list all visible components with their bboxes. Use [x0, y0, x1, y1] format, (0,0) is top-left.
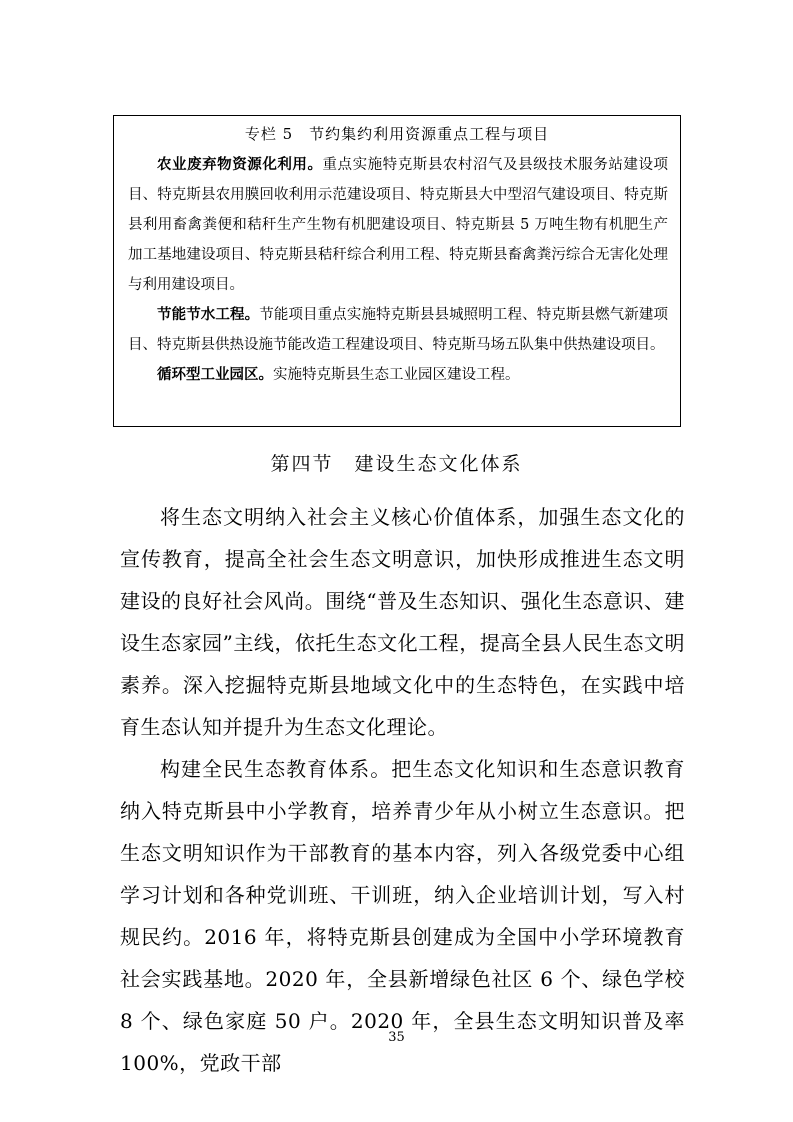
page-number: 35 — [388, 1030, 405, 1045]
paragraph: 将生态文明纳入社会主义核心价值体系，加强生态文化的宣传教育，提高全社会生态文明意识，加快形成推进生态文明建设的良好社会风尚。围绕“普及生态知识、强化生态意识、建设生态家园”主线，依托生态文化工程，提高全县人民生态文明素养。深入挖掘特克斯县地域文化中的生态特色，在实践中培育生态认知并提升为生态文化理论。 — [120, 505, 685, 739]
box-item-lead: 农业废弃物资源化利用。 — [157, 156, 323, 173]
box-item-text: 重点实施特克斯县农村沼气及县级技术服务站建设项目、特克斯县农用膜回收利用示范建设项目、特克斯县大中型沼气建设项目、特克斯县利用畜禽粪便和秸秆生产生物有机肥建设项目、特克斯县 5 万吨生物有机肥生产加工基地建设项目、特克斯县秸秆综合利用工程、特克斯县畜禽粪污综合无害化处理与利用建设项目。 — [128, 157, 668, 293]
sidebar-box-column-5 — [113, 115, 681, 427]
box-title: 专栏 5 节约集约利用资源重点工程与项目 — [244, 125, 550, 143]
box-item — [128, 300, 668, 360]
paragraph: 构建全民生态教育体系。把生态文化知识和生态意识教育纳入特克斯县中小学教育，培养青少年从小树立生态意识。把生态文明知识作为干部教育的基本内容，列入各级党委中心组学习计划和各种党训班、干训班，纳入企业培训计划，写入村规民约。2016 年，将特克斯县创建成为全国中小学环境教育社会实践基地。2020 年，全县新增绿色社区 6 个、绿色学校 8 个、绿色家庭 50 户。2020 年，全县生态文明知识普及率 100%，党政干部 — [120, 757, 685, 1075]
box-item-text: 实施特克斯县生态工业园区建设工程。 — [273, 367, 520, 383]
box-item-lead: 节能节水工程。 — [157, 306, 260, 323]
box-item-lead: 循环型工业园区。 — [157, 366, 273, 383]
box-body — [128, 150, 668, 390]
section-title: 第四节 建设生态文化体系 — [270, 453, 523, 475]
main-text — [120, 496, 685, 1084]
box-item — [128, 150, 668, 300]
box-item — [128, 360, 668, 390]
box-item-text: 节能项目重点实施特克斯县县城照明工程、特克斯县燃气新建项目、特克斯县供热设施节能改造工程建设项目、特克斯马场五队集中供热建设项目。 — [128, 307, 669, 353]
